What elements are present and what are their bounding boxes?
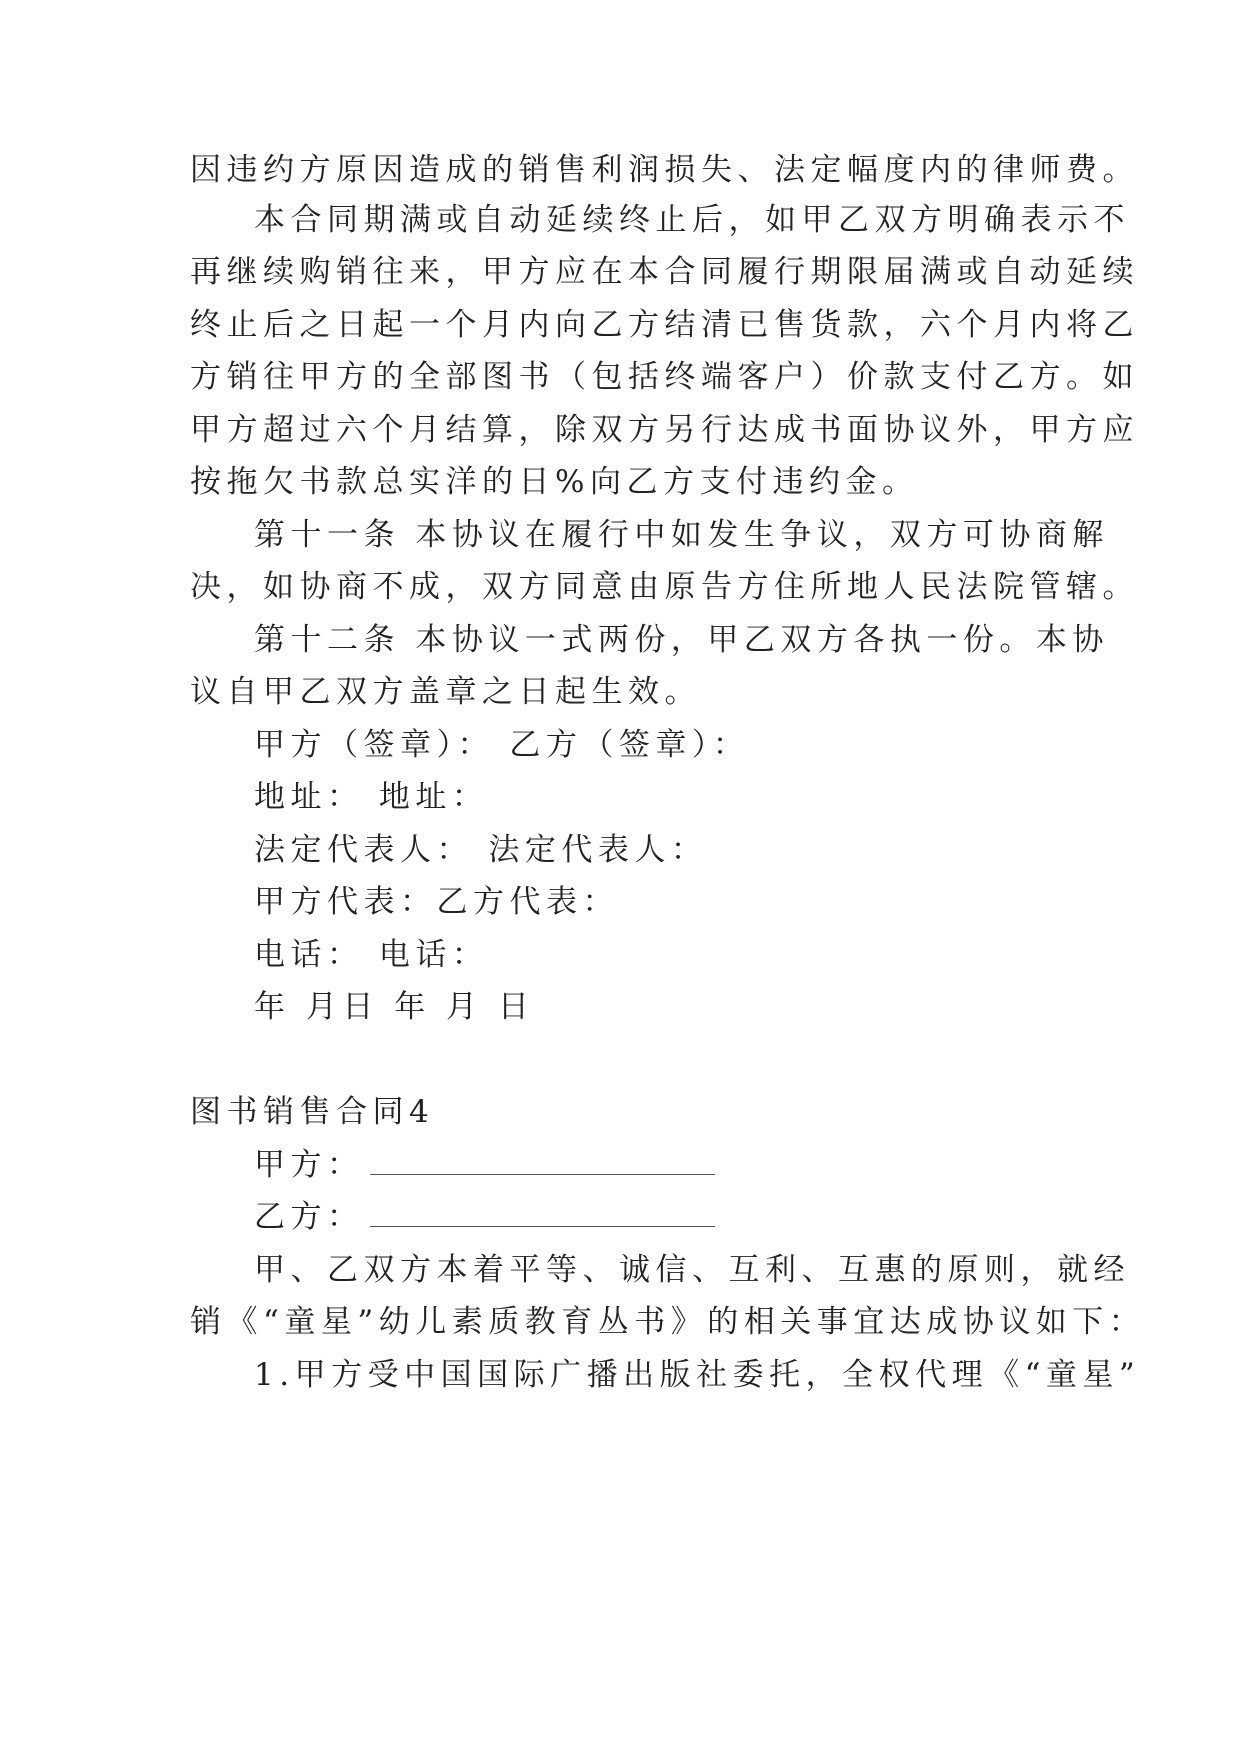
- text-line: 决，如协商不成，双方同意由原告方住所地人民法院管辖。: [190, 569, 1139, 605]
- legal-rep-line: 法定代表人： 法定代表人：: [254, 832, 708, 868]
- text-line: 因违约方原因造成的销售利润损失、法定幅度内的律师费。: [190, 152, 1139, 188]
- party-b-row: [254, 1197, 1134, 1237]
- party-a-blank: [370, 1146, 715, 1175]
- text-line: 第十二条 本协议一式两份，甲乙双方各执一份。本协: [254, 622, 1109, 658]
- date-line: 年 月日 年 月 日: [254, 989, 535, 1025]
- party-b-label: 乙方：: [254, 1199, 364, 1235]
- party-a-label: 甲方：: [254, 1147, 364, 1183]
- party-b-blank: [370, 1198, 715, 1227]
- signature-line: 甲方（签章）： 乙方（签章）：: [254, 727, 750, 763]
- phone-line: 电话： 电话：: [254, 937, 489, 973]
- text-line: 甲方超过六个月结算，除双方另行达成书面协议外，甲方应: [190, 412, 1139, 448]
- text-line: 按拖欠书款总实洋的日%向乙方支付违约金。: [190, 464, 919, 500]
- text-line: 本合同期满或自动延续终止后，如甲乙双方明确表示不: [254, 202, 1130, 238]
- text-line: 再继续购销往来，甲方应在本合同履行期限届满或自动延续: [190, 254, 1139, 290]
- address-line: 地址： 地址：: [254, 779, 489, 815]
- text-line: 议自甲乙双方盖章之日起生效。: [190, 674, 701, 710]
- party-a-row: [254, 1145, 1134, 1185]
- text-line: 1.甲方受中国国际广播出版社委托，全权代理《“童星”: [254, 1357, 1141, 1393]
- section-title: 图书销售合同4: [190, 1094, 435, 1130]
- representative-line: 甲方代表：乙方代表：: [254, 884, 619, 920]
- text-line: 甲、乙双方本着平等、诚信、互利、互惠的原则，就经: [254, 1252, 1130, 1288]
- text-line: 方销往甲方的全部图书（包括终端客户）价款支付乙方。如: [190, 359, 1139, 395]
- text-line: 销《“童星”幼儿素质教育丛书》的相关事宜达成协议如下：: [190, 1304, 1146, 1340]
- text-line: 第十一条 本协议在履行中如发生争议，双方可协商解: [254, 517, 1109, 553]
- text-line: 终止后之日起一个月内向乙方结清已售货款，六个月内将乙: [190, 307, 1139, 343]
